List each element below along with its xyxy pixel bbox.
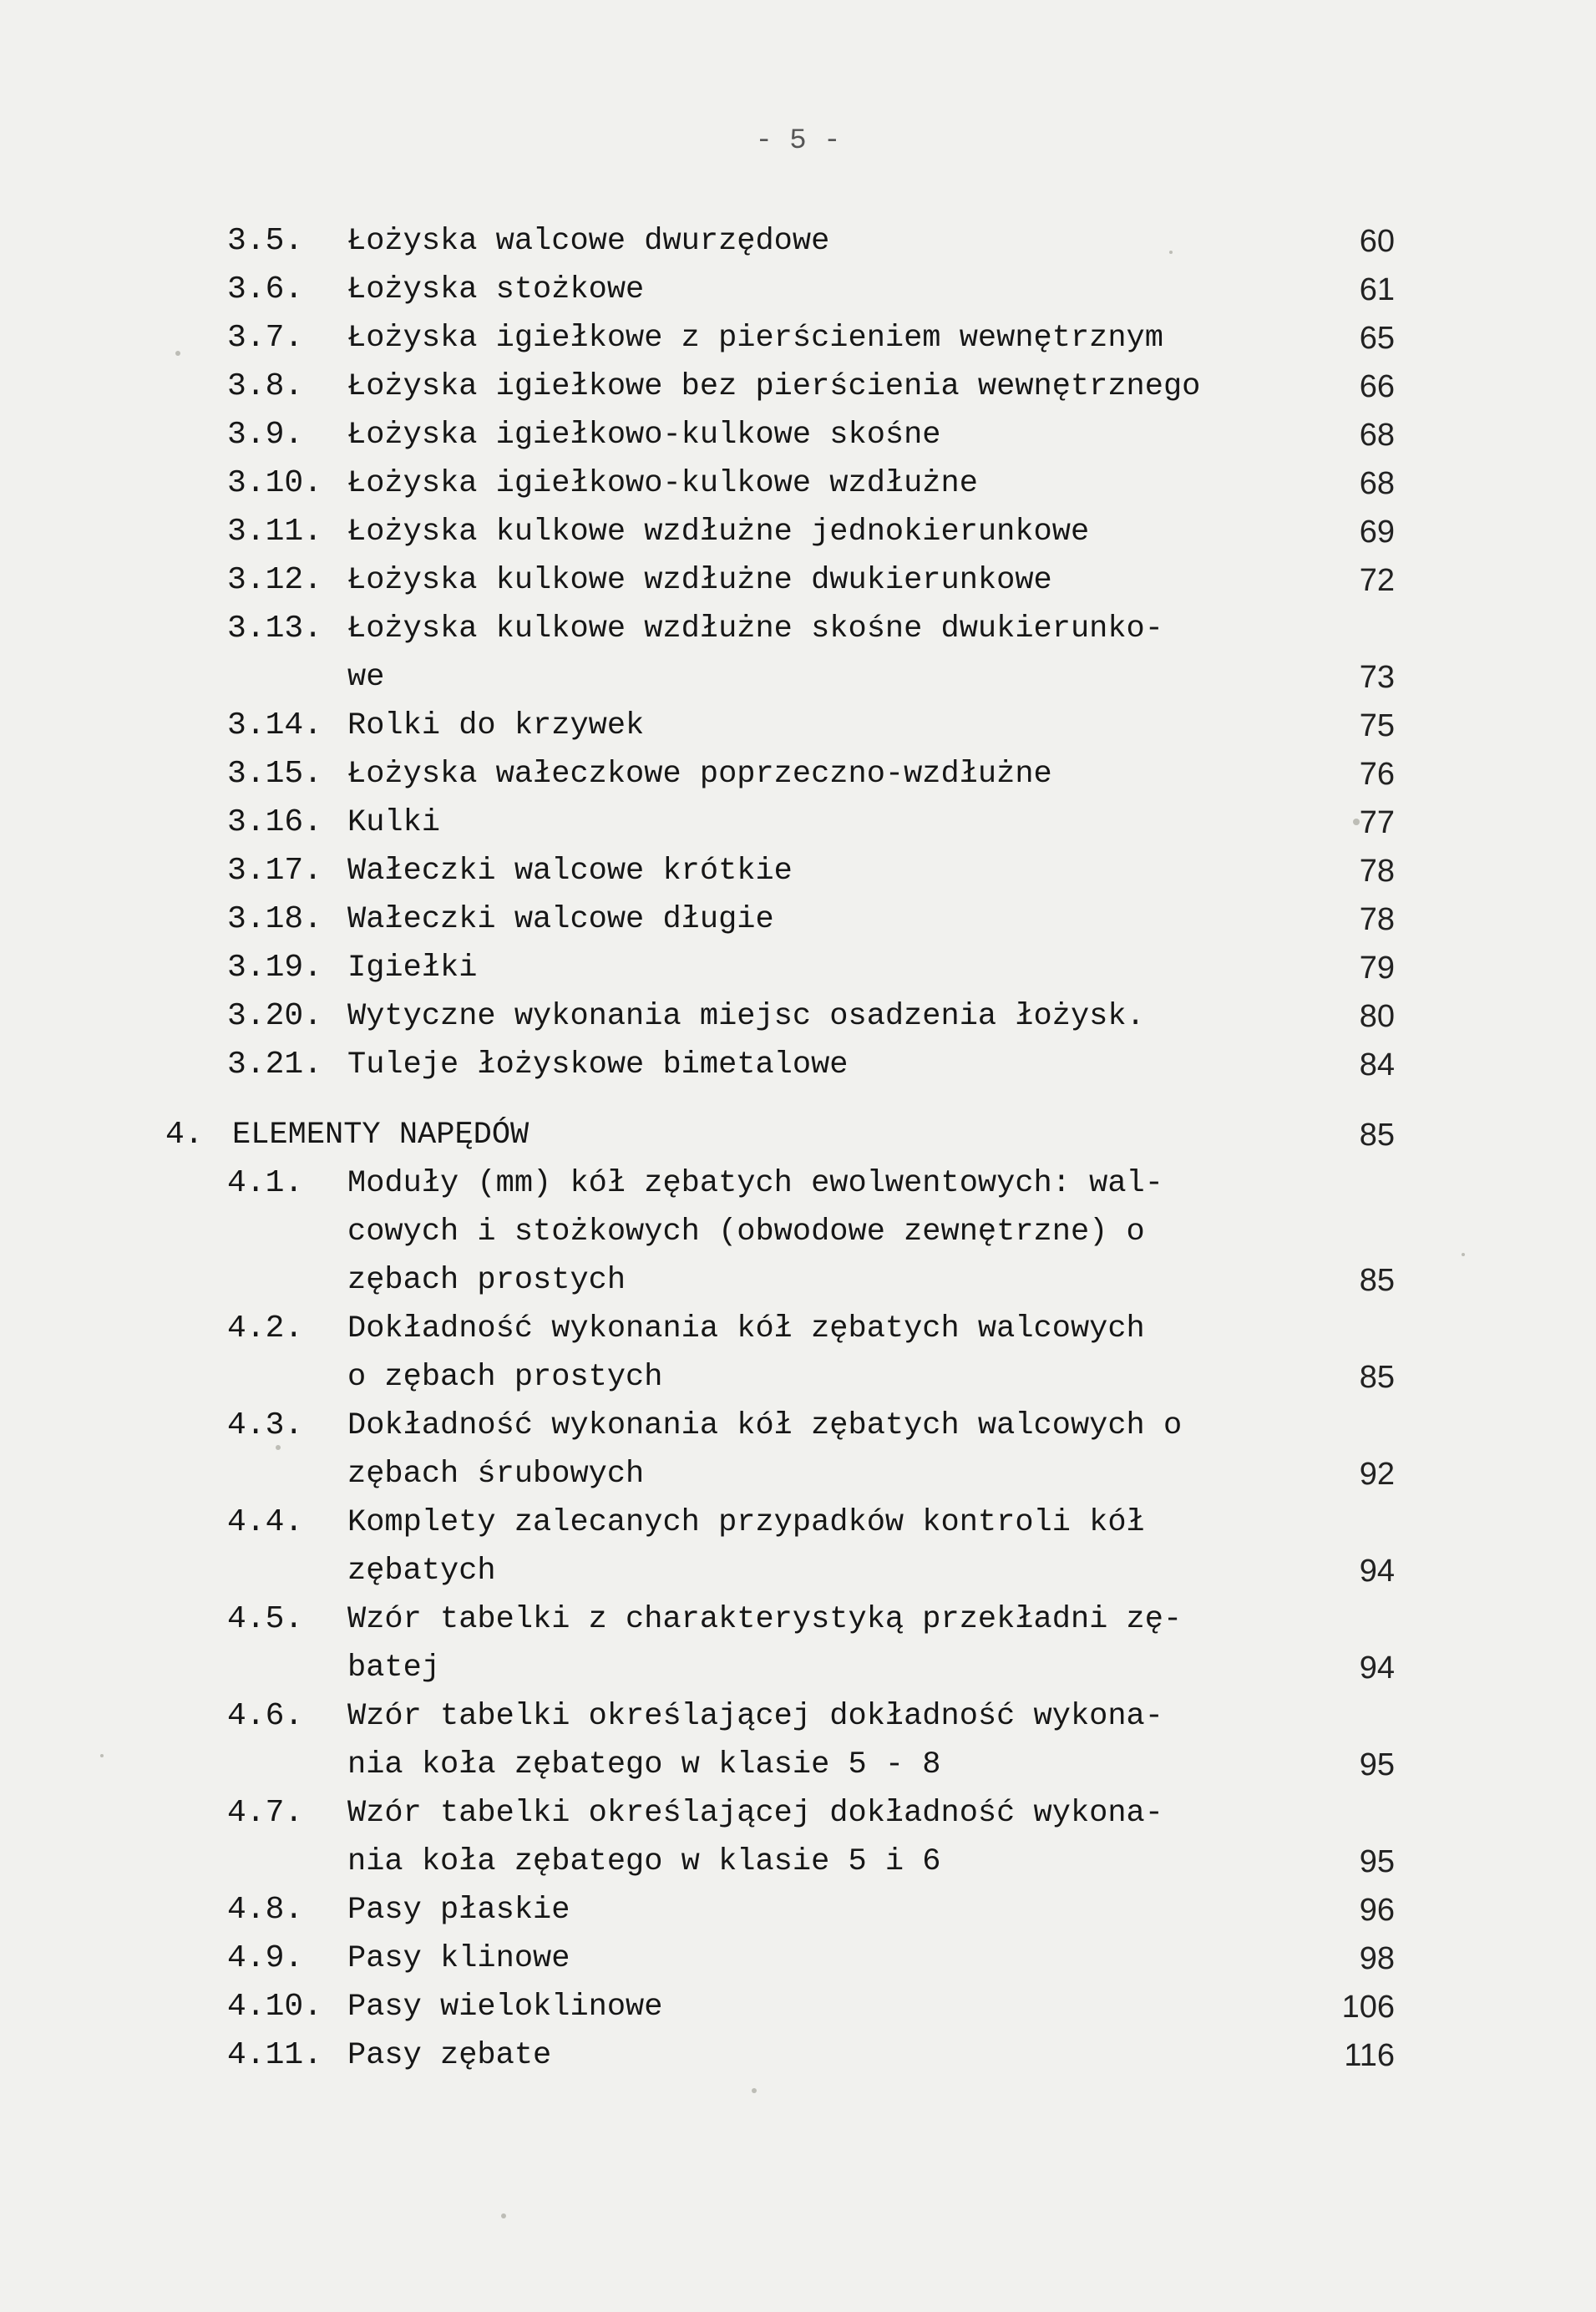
toc-entry-title: we xyxy=(347,660,385,695)
toc-page-number: 68 xyxy=(1359,418,1395,453)
toc-page-number: 65 xyxy=(1359,321,1395,356)
toc-entry-title: zębach prostych xyxy=(347,1263,626,1298)
toc-entry-number: 4.11. xyxy=(227,2037,323,2073)
toc-entry-title: Łożyska kulkowe wzdłużne dwukierunkowe xyxy=(347,563,1052,598)
toc-entry-number: 3.17. xyxy=(227,853,323,889)
toc-page-number: 61 xyxy=(1359,272,1395,307)
toc-entry-title: Łożyska igiełkowo-kulkowe skośne xyxy=(347,418,941,453)
toc-entry-title: zębatych xyxy=(347,1554,496,1589)
toc-entry-number: 4.6. xyxy=(227,1698,304,1734)
toc-entry-title: Pasy zębate xyxy=(347,2038,552,2073)
toc-entry-number: 4.3. xyxy=(227,1407,304,1443)
toc-entry-number: 4.9. xyxy=(227,1940,304,1976)
paper-speck xyxy=(1353,819,1360,825)
toc-entry-title: Łożyska wałeczkowe poprzeczno-wzdłużne xyxy=(347,757,1052,792)
toc-page-number: 68 xyxy=(1359,466,1395,501)
toc-entry-title: Wałeczki walcowe krótkie xyxy=(347,854,793,889)
toc-page-number: 92 xyxy=(1359,1457,1395,1492)
toc-entry-title: nia koła zębatego w klasie 5 - 8 xyxy=(347,1747,941,1782)
toc-entry-number: 3.19. xyxy=(227,950,323,986)
toc-page-number: 78 xyxy=(1359,902,1395,937)
toc-entry-title: Komplety zalecanych przypadków kontroli kół xyxy=(347,1505,1145,1540)
toc-entry-number: 4.7. xyxy=(227,1795,304,1831)
toc-entry-title: batej xyxy=(347,1650,441,1686)
toc-entry-number: 4.5. xyxy=(227,1601,304,1637)
toc-page-number: 84 xyxy=(1359,1047,1395,1082)
toc-page-number: 60 xyxy=(1359,224,1395,259)
toc-entry-title: Łożyska igiełkowe bez pierścienia wewnętrznego xyxy=(347,369,1201,404)
toc-entry-title: Dokładność wykonania kół zębatych walcowych xyxy=(347,1311,1145,1346)
toc-entry-number: 3.14. xyxy=(227,707,323,743)
toc-page-number: 95 xyxy=(1359,1844,1395,1879)
toc-entry-number: 3.7. xyxy=(227,320,304,356)
paper-speck xyxy=(175,351,180,356)
toc-entry-title: Wałeczki walcowe długie xyxy=(347,902,774,937)
toc-entry-number: 3.9. xyxy=(227,417,304,453)
toc-page-number: 116 xyxy=(1344,2038,1395,2073)
toc-entry-title: Pasy wieloklinowe xyxy=(347,1990,663,2025)
paper-speck xyxy=(100,1754,104,1757)
paper-speck xyxy=(752,2088,757,2093)
toc-page-number: 94 xyxy=(1359,1650,1395,1686)
toc-entry-number: 3.13. xyxy=(227,611,323,646)
toc-entry-title: Łożyska igiełkowe z pierścieniem wewnętrznym xyxy=(347,321,1163,356)
paper-speck xyxy=(276,1445,281,1450)
toc-entry-title: Kulki xyxy=(347,805,441,840)
toc-entry-number: 4.2. xyxy=(227,1311,304,1346)
toc-page-number: 85 xyxy=(1359,1263,1395,1298)
toc-entry-title: Wytyczne wykonania miejsc osadzenia łożysk. xyxy=(347,999,1145,1034)
toc-page-number: 79 xyxy=(1359,951,1395,986)
toc-page-number: 78 xyxy=(1359,854,1395,889)
page-number-marker: - 5 - xyxy=(755,125,841,157)
toc-page-number: 85 xyxy=(1359,1118,1395,1153)
toc-entry-title: Dokładność wykonania kół zębatych walcowych o xyxy=(347,1408,1183,1443)
toc-entry-number: 3.21. xyxy=(227,1047,323,1082)
toc-entry-number: 3.16. xyxy=(227,804,323,840)
toc-entry-title: ELEMENTY NAPĘDÓW xyxy=(232,1118,529,1153)
toc-page-number: 76 xyxy=(1359,757,1395,792)
toc-entry-title: Pasy klinowe xyxy=(347,1941,570,1976)
paper-speck xyxy=(1169,251,1173,254)
toc-entry-number: 3.5. xyxy=(227,223,304,259)
toc-page-number: 75 xyxy=(1359,708,1395,743)
toc-entry-number: 4.10. xyxy=(227,1989,323,2025)
toc-entry-title: Łożyska igiełkowo-kulkowe wzdłużne xyxy=(347,466,978,501)
toc-entry-number: 3.11. xyxy=(227,514,323,550)
toc-entry-title: Wzór tabelki określającej dokładność wykona- xyxy=(347,1796,1163,1831)
toc-entry-title: Łożyska kulkowe wzdłużne jednokierunkowe xyxy=(347,515,1090,550)
toc-entry-title: Wzór tabelki określającej dokładność wykona- xyxy=(347,1699,1163,1734)
toc-page-number: 98 xyxy=(1359,1941,1395,1976)
toc-page-number: 66 xyxy=(1359,369,1395,404)
toc-entry-title: zębach śrubowych xyxy=(347,1457,645,1492)
toc-entry-title: Pasy płaskie xyxy=(347,1893,570,1928)
toc-entry-title: Igiełki xyxy=(347,951,478,986)
toc-entry-title: o zębach prostych xyxy=(347,1360,663,1395)
toc-page-number: 95 xyxy=(1359,1747,1395,1782)
toc-page-number: 73 xyxy=(1359,660,1395,695)
toc-entry-title: Łożyska stożkowe xyxy=(347,272,645,307)
toc-entry-number: 3.12. xyxy=(227,562,323,598)
toc-entry-number: 3.10. xyxy=(227,465,323,501)
toc-page-number: 106 xyxy=(1341,1990,1395,2025)
toc-entry-number: 3.8. xyxy=(227,368,304,404)
toc-page-number: 80 xyxy=(1359,999,1395,1034)
toc-page-number: 77 xyxy=(1359,805,1395,840)
toc-page-number: 85 xyxy=(1359,1360,1395,1395)
toc-entry-title: Wzór tabelki z charakterystyką przekładni zę- xyxy=(347,1602,1183,1637)
paper-speck xyxy=(501,2213,506,2218)
toc-entry-number: 4.4. xyxy=(227,1504,304,1540)
toc-entry-number: 4. xyxy=(165,1117,204,1153)
toc-entry-title: Moduły (mm) kół zębatych ewolwentowych: wal- xyxy=(347,1166,1163,1201)
toc-entry-number: 4.1. xyxy=(227,1165,304,1201)
toc-entry-title: Tuleje łożyskowe bimetalowe xyxy=(347,1047,849,1082)
toc-entry-title: Rolki do krzywek xyxy=(347,708,645,743)
toc-page-number: 69 xyxy=(1359,515,1395,550)
toc-entry-number: 4.8. xyxy=(227,1892,304,1928)
toc-entry-title: Łożyska walcowe dwurzędowe xyxy=(347,224,830,259)
toc-entry-number: 3.18. xyxy=(227,901,323,937)
toc-page-number: 96 xyxy=(1359,1893,1395,1928)
toc-page-number: 72 xyxy=(1359,563,1395,598)
toc-entry-title: cowych i stożkowych (obwodowe zewnętrzne) o xyxy=(347,1214,1145,1250)
paper-speck xyxy=(1462,1253,1465,1256)
toc-entry-number: 3.15. xyxy=(227,756,323,792)
toc-entry-title: Łożyska kulkowe wzdłużne skośne dwukierunko- xyxy=(347,611,1163,646)
toc-entry-number: 3.20. xyxy=(227,998,323,1034)
toc-entry-number: 3.6. xyxy=(227,271,304,307)
toc-entry-title: nia koła zębatego w klasie 5 i 6 xyxy=(347,1844,941,1879)
toc-page-number: 94 xyxy=(1359,1554,1395,1589)
